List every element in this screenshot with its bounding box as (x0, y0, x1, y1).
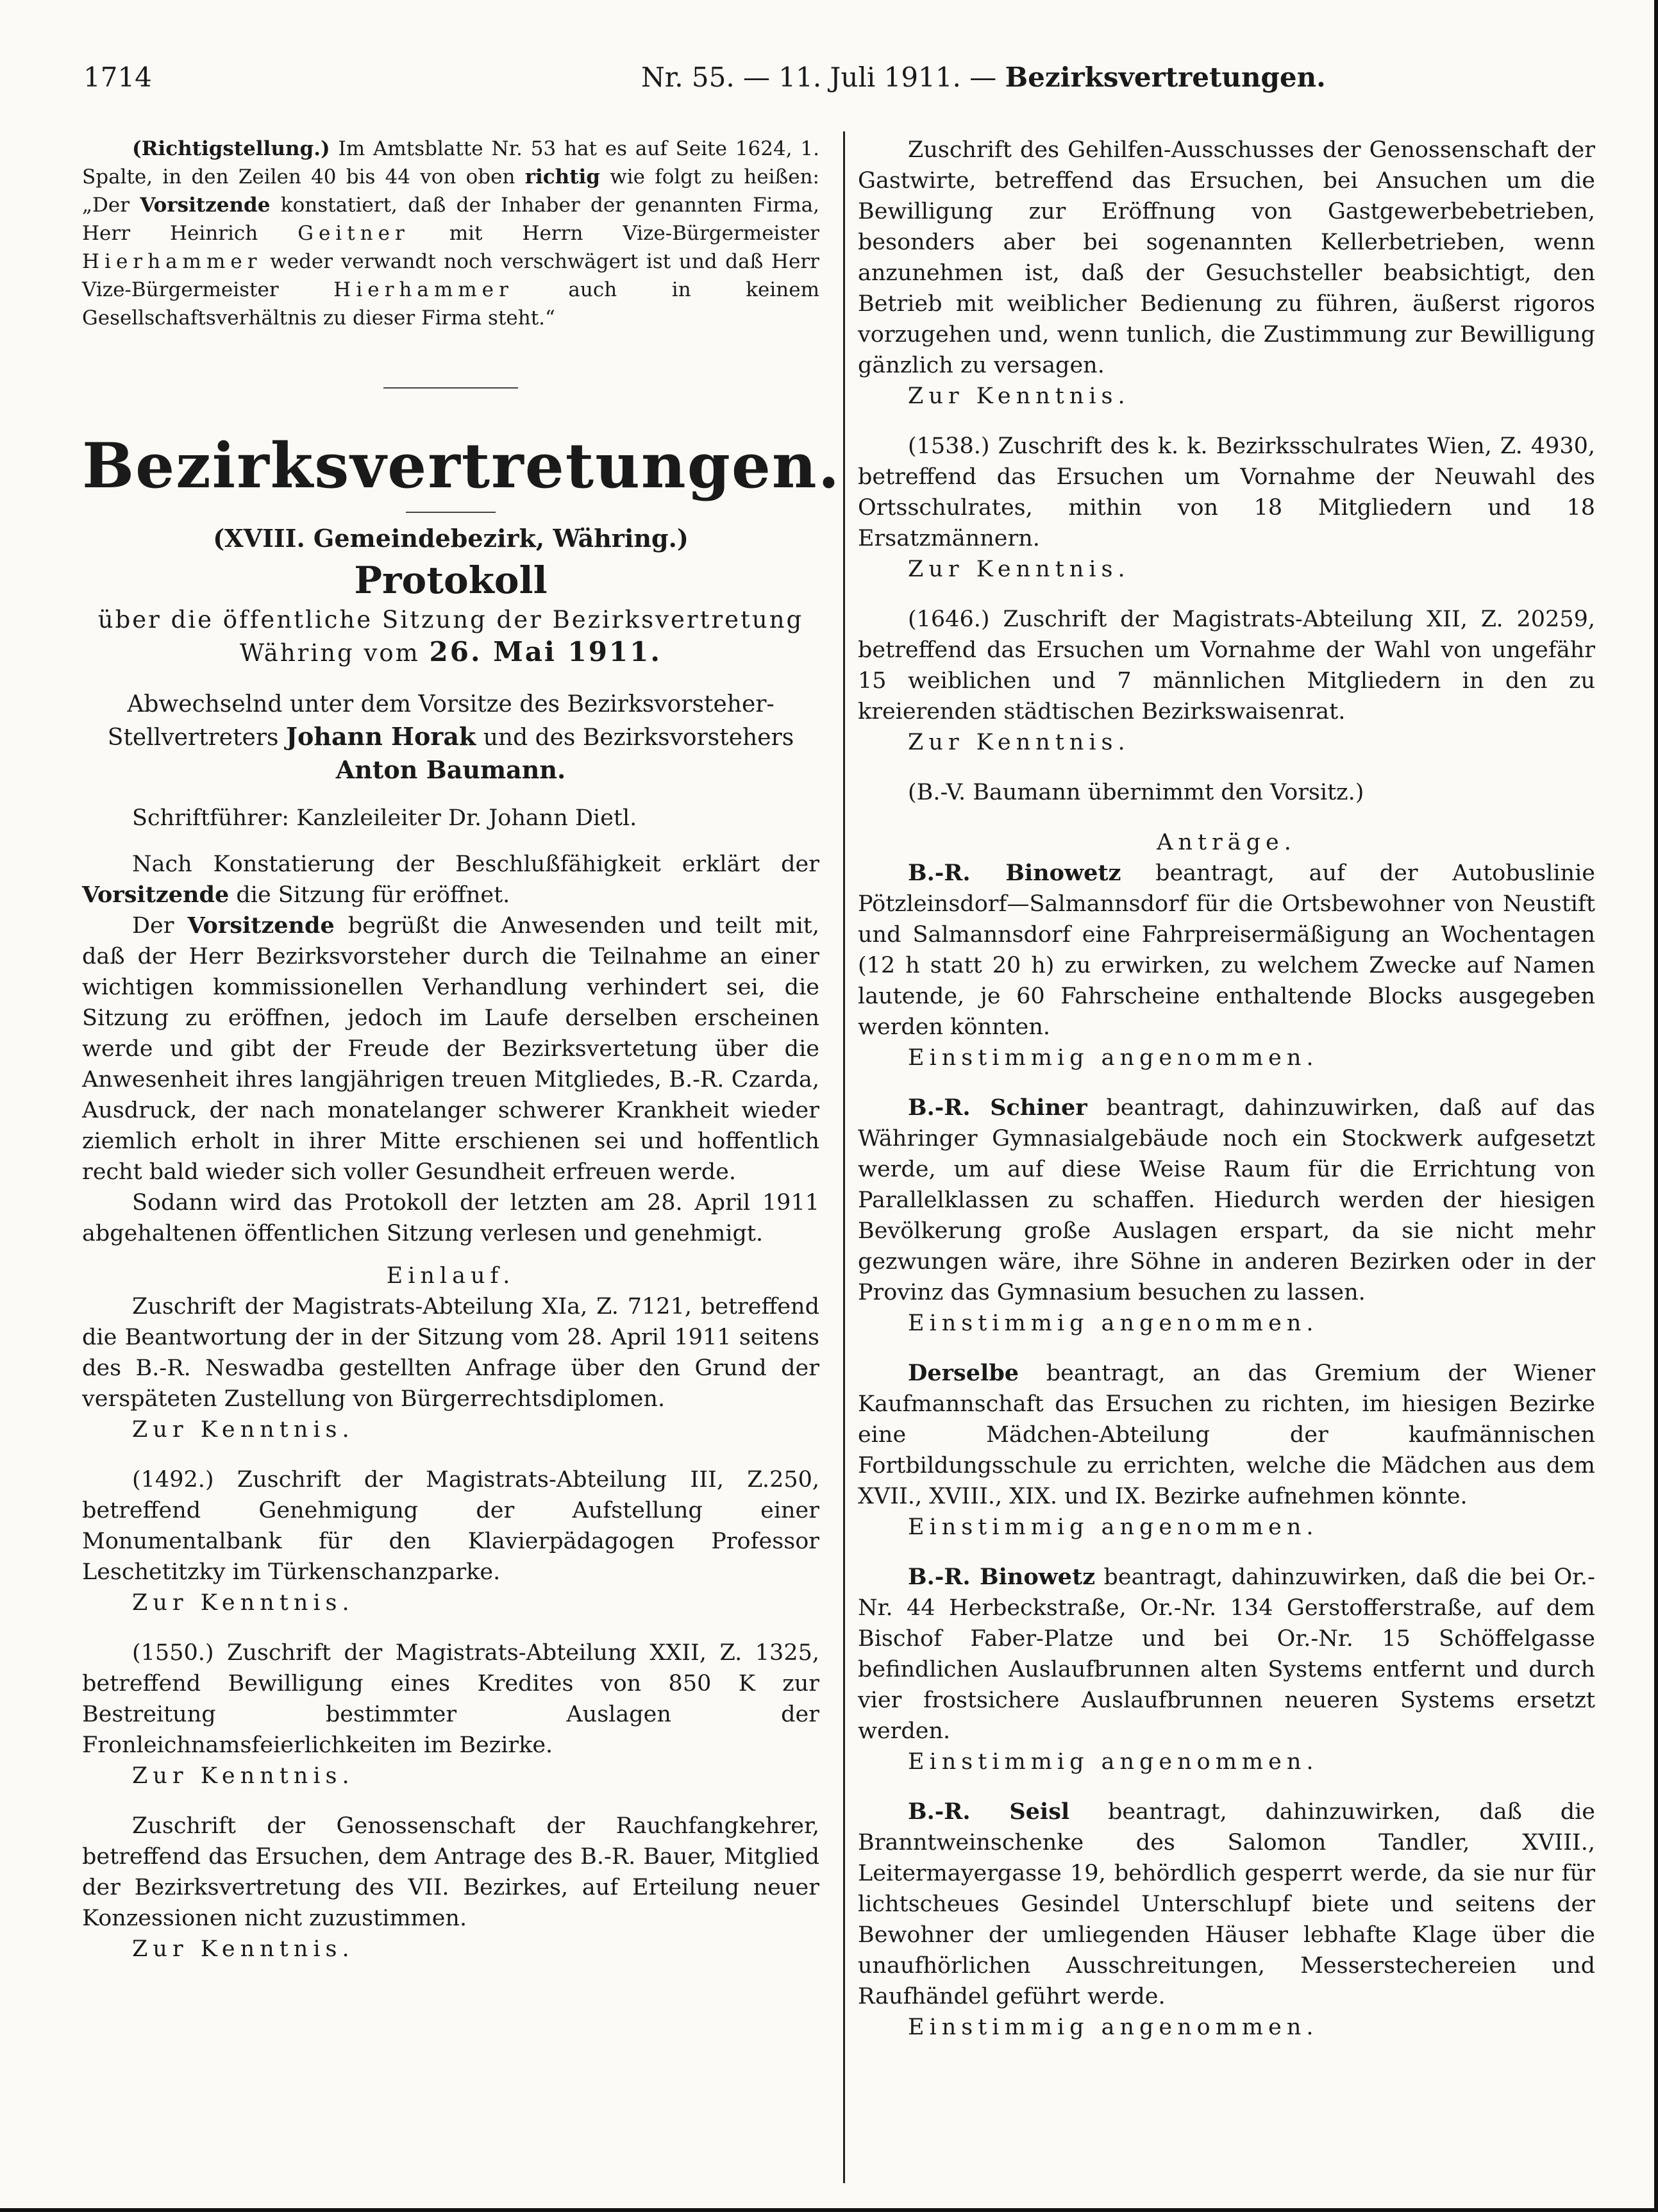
page-edge-bottom (0, 2208, 1658, 2212)
motion-2-mover: B.-R. Schiner (908, 1094, 1087, 1121)
zur-kenntnis-3: Zur Kenntnis. (132, 1763, 355, 1789)
chair-change: (B.-V. Baumann übernimmt den Vorsitz.) (908, 780, 1364, 805)
motion-1-mover: B.-R. Binowetz (908, 860, 1121, 886)
motion-4-mover: B.-R. Binowetz (908, 1564, 1096, 1590)
entry-7: (1646.) Zuschrift der Magistrats-Abteilung XII, Z. 20259, betreffend das Ersuchen um Vornahme der Wahl von ungefähr 15 weiblichen und 7 männlichen Mitgliedern in den zu kreierenden städtischen Bezirkswaisenrat. (858, 607, 1595, 725)
entry-6: (1538.) Zuschrift des k. k. Bezirksschulrates Wien, Z. 4930, betreffend das Ersuchen um Vornahme der Neuwahl des Ortsschulrates, mithin von 18 Mitgliedern und 18 Ersatzmännern. (858, 433, 1595, 551)
issue-info: Nr. 55. — 11. Juli 1911. — (641, 62, 997, 93)
column-divider (843, 131, 845, 2183)
motion-5: B.-R. Seisl beantragt, dahinzuwirken, daß die Branntweinschenke des Salomon Tandler, XVIII., Leitermayergasse 19, behördlich gesperrt werde, da sie nur für lichtscheues Gesindel Unterschlupf biete und seitens der Bewohner der umliegenden Häuser lebhafte Klage über die unaufhörlichen Ausschreitungen, Messerstechereien und Raufhändel geführt werde. (858, 1798, 1596, 2009)
left-column (82, 135, 841, 1965)
zur-kenntnis-5: Zur Kenntnis. (908, 383, 1130, 409)
antraege-heading: Anträge. (1157, 830, 1296, 855)
entry-4: Zuschrift der Genossenschaft der Rauchfangkehrer, betreffend das Ersuchen, dem Antrage des B.-R. Bauer, Mitglied der Bezirksvertretung des VII. Bezirkes, auf Erteilung neuer Konzessionen nicht zuzustimmen. (82, 1813, 819, 1931)
secretary-line: Schriftführer: Kanzleileiter Dr. Johann Dietl. (132, 805, 637, 831)
motion-3-mover: Derselbe (908, 1360, 1019, 1386)
zur-kenntnis-7: Zur Kenntnis. (908, 730, 1130, 755)
session-date: 26. Mai 1911. (429, 636, 662, 667)
zur-kenntnis-4: Zur Kenntnis. (132, 1936, 355, 1962)
motion-2: B.-R. Schiner beantragt, dahinzuwirken, daß auf das Währinger Gymnasialgebäude noch ein Stockwerk aufgesetzt werde, um auf diese Weise Raum für die Errichtung von Parallelklassen zu schaffen. Hiedurch werden der hiesigen Bevölkerung große Auslagen erspart, da sie nicht mehr gezwungen wäre, ihre Söhne in anderen Bezirken oder in der Provinz das Gymnasium besuchen zu lassen. (858, 1094, 1595, 1305)
motion-4: B.-R. Binowetz beantragt, dahinzuwirken, daß die bei Or.-Nr. 44 Herbeckstraße, Or.-Nr. 134 Gerstofferstraße, auf dem Bischof Faber-Platze und bei Or.-Nr. 15 Schöffelgasse befindlichen Auslaufbrunnen alten Systems entfernt und durch vier frostsichere Auslaufbrunnen neueren Systems ersetzt werden. (858, 1564, 1595, 1744)
session-line-1: über die öffentliche Sitzung der Bezirksvertretung (97, 606, 804, 633)
zur-kenntnis-6: Zur Kenntnis. (908, 557, 1130, 582)
motion-3: Derselbe beantragt, an das Gremium der Wiener Kaufmannschaft das Ersuchen zu richten, im hiesigen Bezirke eine Mädchen-Abteilung der kaufmännischen Fortbildungsschule zu errichten, welche die Mädchen aus dem XVII., XVIII., XIX. und IX. Bezirke aufnehmen könnte. (858, 1360, 1595, 1509)
session-line-2: Währing vom 26. Mai 1911. (239, 636, 662, 667)
right-column (858, 135, 1595, 2043)
correction-notice: (Richtigstellung.) Im Amtsblatte Nr. 53 hat es auf Seite 1624, 1. Spalte, in den Zeilen 40 bis 44 von oben richtig wie folgt zu heißen: „Der Vorsitzende konstatiert, daß der Inhaber der genannten Firma, Herr Heinrich Geitner mit Herrn Vize-Bürgermeister Hierhammer weder verwandt noch verschwägert ist und daß Herr Vize-Bürgermeister Hierhammer auch in keinem Gesellschaftsverhältnis zu dieser Firma steht.“ (82, 137, 820, 330)
entry-1: Zuschrift der Magistrats-Abteilung XIa, Z. 7121, betreffend die Beantwortung der in der Sitzung vom 28. April 1911 seitens des B.-R. Neswadba gestellten Anfrage über den Grund der verspäteten Zustellung von Bürgerrechtsdiplomen. (82, 1294, 819, 1412)
section-title: Bezirksvertretungen. (82, 430, 841, 502)
result-4: Einstimmig angenommen. (908, 1749, 1319, 1775)
entry-2: (1492.) Zuschrift der Magistrats-Abteilung III, Z.250, betreffend Genehmigung der Aufstellung einer Monumentalbank für den Klavierpädagogen Professor Leschetitzky im Türkenschanzparke. (82, 1467, 819, 1585)
result-3: Einstimmig angenommen. (908, 1514, 1319, 1540)
running-head (641, 62, 1326, 93)
entry-5: Zuschrift des Gehilfen-Ausschusses der Genossenschaft der Gastwirte, betreffend das Ersuchen, bei Ansuchen um die Bewilligung zur Eröffnung von Gastgewerbebetrieben, besonders aber bei sogenannten Kellerbetrieben, wenn anzunehmen ist, daß der Gesuchsteller beabsichtigt, den Betrieb mit weiblicher Bedienung zu führen, äußerst rigoros vorzugehen und, wenn tunlich, die Zustimmung zur Bewilligung gänzlich zu versagen. (858, 137, 1595, 378)
page-header (83, 62, 1609, 100)
protocol-heading: Protokoll (354, 558, 548, 602)
section-name: Bezirksvertretungen. (1005, 62, 1326, 93)
presidency-note: Abwechselnd unter dem Vorsitze des Bezirksvorsteher-Stellvertreters Johann Horak und des Bezirksvorstehers Anton Baumann. (107, 691, 794, 784)
correction-label: (Richtigstellung.) (132, 137, 330, 160)
result-1: Einstimmig angenommen. (908, 1045, 1319, 1071)
entry-3: (1550.) Zuschrift der Magistrats-Abteilung XXII, Z. 1325, betreffend Bewilligung eines Kredites von 850 K zur Bestreitung bestimmter Auslagen der Fronleichnamsfeierlichkeiten im Bezirke. (82, 1640, 819, 1758)
zur-kenntnis-2: Zur Kenntnis. (132, 1590, 355, 1616)
page-number: 1714 (83, 62, 152, 93)
result-2: Einstimmig angenommen. (908, 1311, 1319, 1336)
result-5: Einstimmig angenommen. (908, 2015, 1319, 2040)
paragraph-opening: Nach Konstatierung der Beschlußfähigkeit erklärt der Vorsitzende die Sitzung für eröffnet. (82, 851, 819, 908)
page-edge-right (1654, 0, 1658, 2212)
motion-1: B.-R. Binowetz beantragt, auf der Autobuslinie Pötzleinsdorf—Salmannsdorf für die Ortsbewohner von Neustift und Salmannsdorf eine Fahrpreisermäßigung an Wochentagen (12 h statt 20 h) zu erwirken, zu welchem Zwecke auf Namen lautende, je 60 Fahrscheine enthaltende Blocks ausgegeben werden könnten. (858, 860, 1595, 1040)
paragraph-greeting: Der Vorsitzende begrüßt die Anwesenden und teilt mit, daß der Herr Bezirksvorsteher durch die Teilnahme an einer wichtigen kommissionellen Verhandlung verhindert sei, die Sitzung zu eröffnen, jedoch im Laufe derselben erscheinen werde und gibt der Freude der Bezirksvertetung über die Anwesenheit ihres langjährigen treuen Mitgliedes, B.-R. Czarda, Ausdruck, der nach monatelanger schwerer Krankheit wieder ziemlich erholt in ihrer Mitte erschienen sei und hoffentlich recht bald wieder sich voller Gesundheit erfreuen werde. (82, 912, 819, 1185)
einlauf-heading: Einlauf. (386, 1263, 515, 1289)
paragraph-minutes: Sodann wird das Protokoll der letzten am 28. April 1911 abgehaltenen öffentlichen Sitzung verlesen und genehmigt. (82, 1190, 819, 1246)
zur-kenntnis-1: Zur Kenntnis. (132, 1417, 355, 1443)
motion-5-mover: B.-R. Seisl (908, 1798, 1070, 1825)
district-heading: (XVIII. Gemeindebezirk, Währing.) (213, 524, 689, 553)
